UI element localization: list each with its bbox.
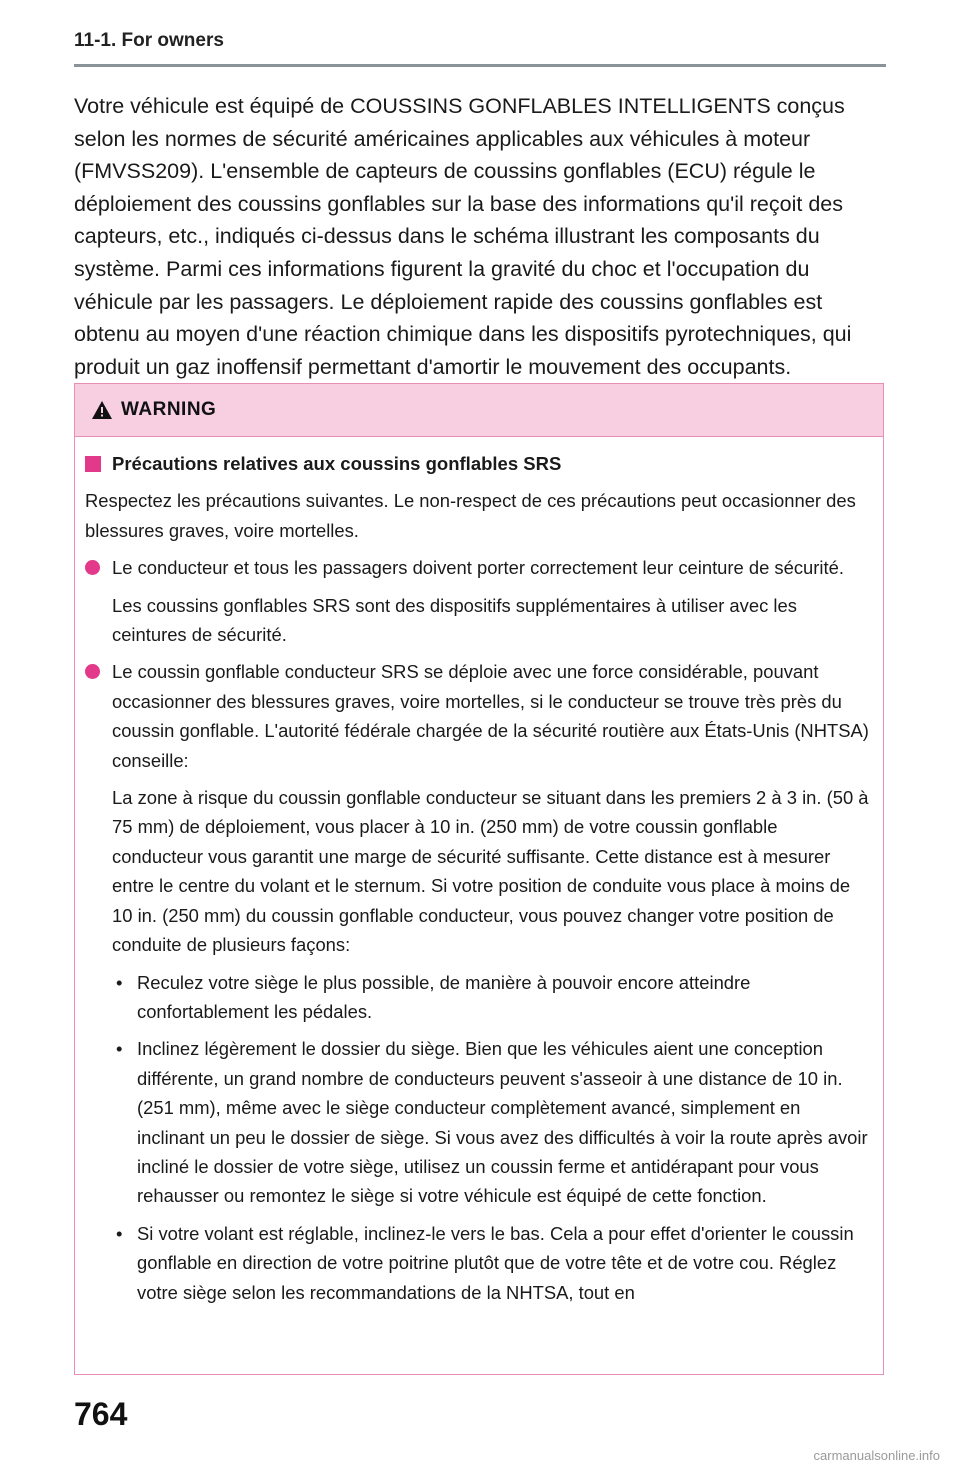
warning-body xyxy=(75,437,883,1307)
header-divider xyxy=(74,64,886,67)
page-number: 764 xyxy=(74,1396,128,1432)
warning-title: WARNING xyxy=(121,399,217,420)
warning-box xyxy=(74,383,884,1375)
list-item xyxy=(112,968,871,1027)
bullet-icon: • xyxy=(116,971,123,993)
list-item xyxy=(112,1034,871,1210)
warning-item-2-text: Le coussin gonflable conducteur SRS se déploie avec une force considérable, pouvant occasionner des blessures graves, voire mortelles, si le conducteur se trouve très près du coussin gonflable. L'autorité fédérale chargée de la sécurité routière aux États-Unis (NHTSA) conseille: xyxy=(112,661,869,771)
list-item-text: Si votre volant est réglable, inclinez-le vers le bas. Cela a pour effet d'orienter le coussin gonflable en direction de votre poitrine plutôt que de votre tête et de votre cou. Réglez votre siège selon les recommandations de la NHTSA, tout en xyxy=(137,1222,854,1303)
warning-item-2 xyxy=(85,657,871,775)
warning-item-1 xyxy=(85,553,871,582)
warning-lead: Respectez les précautions suivantes. Le non-respect de ces précautions peut occasionner des blessures graves, voire mortelles. xyxy=(85,490,856,541)
list-item-text: Reculez votre siège le plus possible, de manière à pouvoir encore atteindre confortablement les pédales. xyxy=(137,971,751,1022)
circle-bullet-icon xyxy=(85,664,100,679)
warning-triangle-icon xyxy=(91,400,113,420)
section-header: 11-1. For owners xyxy=(74,30,224,51)
intro-paragraph: Votre véhicule est équipé de COUSSINS GONFLABLES INTELLIGENTS conçus selon les normes de sécurité américaines applicables aux véhicules à moteur (FMVSS209). L'ensemble de capteurs de coussins gonflables (ECU) régule le déploiement des coussins gonflables sur la base des informations qu'il reçoit des capteurs, etc., indiqués ci-dessus dans le schéma illustrant les composants du système. Parmi ces informations figurent la gravité du choc et l'occupation du véhicule par les passagers. Le déploiement rapide des coussins gonflables est obtenu au moyen d'une réaction chimique dans les dispositifs pyrotechniques, qui produit un gaz inoffensif permettant d'amortir le mouvement des occupants. xyxy=(74,94,852,379)
warning-subheading xyxy=(85,449,871,478)
list-item xyxy=(112,1219,871,1307)
warning-header xyxy=(75,384,883,437)
warning-item-1-note: Les coussins gonflables SRS sont des dispositifs supplémentaires à utiliser avec les ceintures de sécurité. xyxy=(112,594,797,646)
warning-item-1-text: Le conducteur et tous les passagers doivent porter correctement leur ceinture de sécurité. xyxy=(112,557,844,579)
bullet-icon: • xyxy=(116,1038,123,1060)
watermark: carmanualsonline.info xyxy=(813,1448,940,1463)
list-item-text: Inclinez légèrement le dossier du siège. Bien que les véhicules aient une conception différente, un grand nombre de conducteurs peuvent s'asseoir à une distance de 10 in. (251 mm), même avec le siège conducteur complètement avancé, simplement en inclinant un peu le dossier de siège. Si vous avez des difficultés à voir la route après avoir incliné le dossier de votre siège, utilisez un coussin ferme et antidérapant pour vous rehausser ou remontez le siège si votre véhicule est équipé de cette fonction. xyxy=(137,1038,868,1207)
bullet-icon: • xyxy=(116,1222,123,1244)
warning-item-2-note: La zone à risque du coussin gonflable conducteur se situant dans les premiers 2 à 3 in. (50 à 75 mm) de déploiement, vous placer à 10 in. (250 mm) de votre coussin gonflable conducteur vous garantit une marge de sécurité suffisante. Cette distance est à mesurer entre le centre du volant et le sternum. Si votre position de conduite vous place à moins de 10 in. (250 mm) du coussin gonflable conducteur, vous pouvez changer votre position de conduite de plusieurs façons: xyxy=(112,787,869,956)
circle-bullet-icon xyxy=(85,560,100,575)
warning-subheading-text: Précautions relatives aux coussins gonflables SRS xyxy=(112,453,562,474)
square-bullet-icon xyxy=(85,456,101,472)
